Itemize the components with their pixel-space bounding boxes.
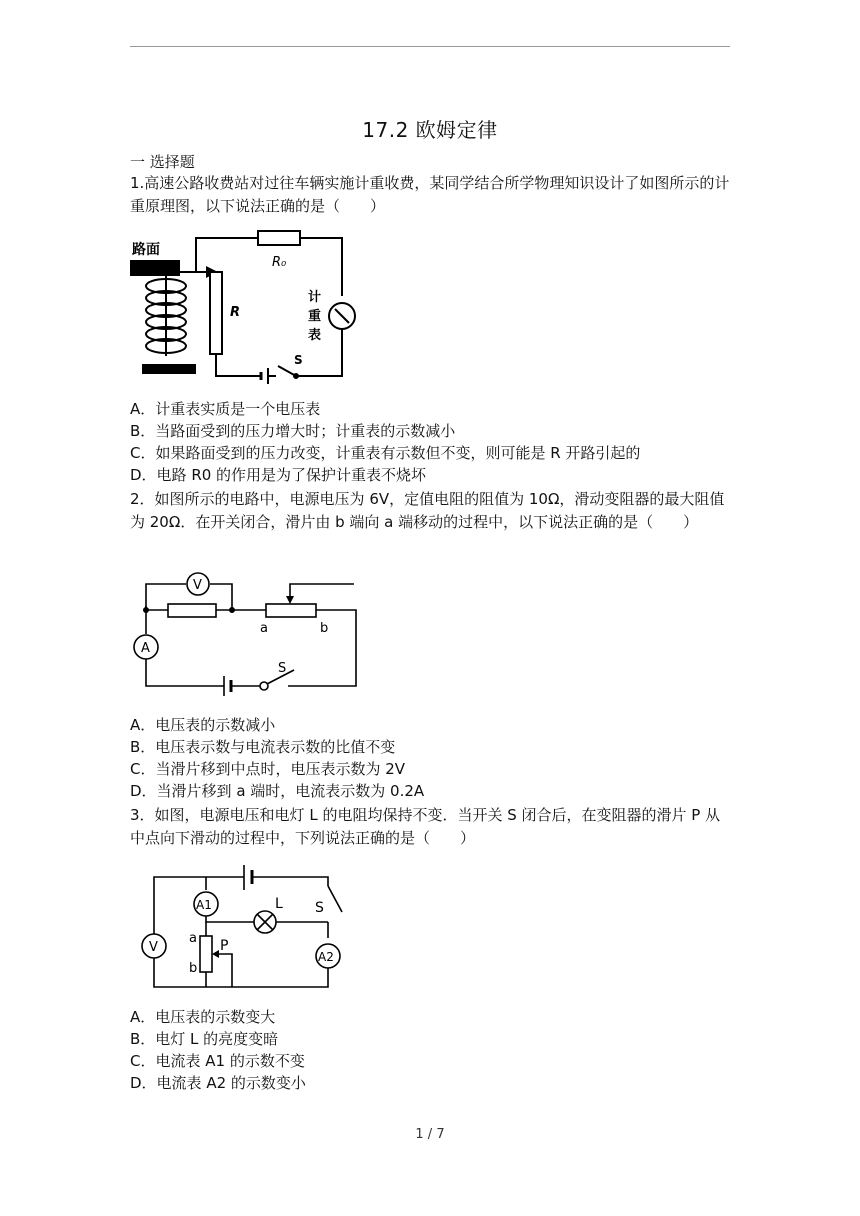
label-ammeter: A bbox=[141, 641, 150, 656]
question-3-circuit-figure bbox=[132, 860, 362, 994]
question-3-option-c: C．电流表 A1 的示数不变 bbox=[130, 1052, 305, 1070]
resistor-r0 bbox=[258, 231, 300, 245]
question-2-option-b: B．电压表示数与电流表示数的比值不变 bbox=[130, 738, 396, 756]
label-meter-3: 表 bbox=[308, 328, 322, 343]
question-3-option-d: D．电流表 A2 的示数变小 bbox=[130, 1074, 306, 1092]
question-1-option-a: A．计重表实质是一个电压表 bbox=[130, 400, 321, 418]
road-surface bbox=[130, 260, 180, 276]
fixed-resistor bbox=[168, 604, 216, 617]
label-end-a: a bbox=[260, 621, 268, 636]
question-1-option-b: B．当路面受到的压力增大时；计重表的示数减小 bbox=[130, 422, 456, 440]
label-voltmeter: V bbox=[149, 940, 158, 955]
slider-arrow bbox=[286, 596, 294, 604]
question-1-circuit-figure bbox=[128, 226, 358, 386]
question-2-stem: 2．如图所示的电路中，电源电压为 6V，定值电阻的阻值为 10Ω，滑动变阻器的最大阻值为 20Ω．在开关闭合，滑片由 b 端向 a 端移动的过程中，以下说法正确的是（ ） bbox=[130, 490, 725, 531]
label-road: 路面 bbox=[132, 242, 160, 258]
switch-s bbox=[278, 366, 296, 376]
label-a2: A2 bbox=[318, 950, 334, 964]
question-3-option-b: B．电灯 L 的亮度变暗 bbox=[130, 1030, 279, 1048]
page-number: 1 / 7 bbox=[415, 1127, 445, 1142]
spring bbox=[146, 276, 186, 356]
label-lamp: L bbox=[275, 896, 283, 912]
resistor-r bbox=[210, 272, 222, 354]
label-r0: R₀ bbox=[272, 255, 287, 270]
rheostat bbox=[266, 604, 316, 617]
label-meter-1: 计 bbox=[308, 290, 322, 305]
label-switch: S bbox=[294, 353, 303, 367]
label-switch: S bbox=[315, 900, 324, 916]
switch-s bbox=[328, 886, 342, 912]
header-rule bbox=[130, 46, 730, 47]
question-2-option-a: A．电压表的示数减小 bbox=[130, 716, 276, 734]
label-end-b: b bbox=[320, 621, 329, 636]
label-switch: S bbox=[278, 661, 287, 676]
page-title: 17.2 欧姆定律 bbox=[362, 118, 498, 142]
label-r: R bbox=[230, 305, 241, 320]
slider-arrow bbox=[212, 950, 219, 958]
ground-base bbox=[142, 364, 196, 374]
section-heading: 一 选择题 bbox=[130, 153, 195, 171]
label-end-a: a bbox=[189, 931, 197, 946]
rheostat bbox=[200, 936, 212, 972]
question-1-option-d: D．电路 R0 的作用是为了保护计重表不烧坏 bbox=[130, 466, 427, 484]
question-2-option-d: D．当滑片移到 a 端时，电流表示数为 0.2A bbox=[130, 782, 425, 800]
question-2-circuit-figure bbox=[128, 566, 368, 696]
label-voltmeter: V bbox=[193, 578, 202, 593]
label-slider-p: P bbox=[220, 938, 229, 954]
question-2-option-c: C．当滑片移到中点时，电压表示数为 2V bbox=[130, 760, 406, 778]
question-3-option-a: A．电压表的示数变大 bbox=[130, 1008, 276, 1026]
question-1-option-c: C．如果路面受到的压力改变，计重表有示数但不变，则可能是 R 开路引起的 bbox=[130, 444, 641, 462]
question-1-stem: 1.高速公路收费站对过往车辆实施计重收费，某同学结合所学物理知识设计了如图所示的计重原理图，以下说法正确的是（ ） bbox=[130, 174, 730, 215]
label-end-b: b bbox=[189, 961, 198, 976]
label-meter-2: 重 bbox=[308, 309, 322, 324]
question-3-stem: 3．如图，电源电压和电灯 L 的电阻均保持不变．当开关 S 闭合后，在变阻器的滑片 P 从中点向下滑动的过程中，下列说法正确的是（ ） bbox=[130, 806, 721, 847]
label-a1: A1 bbox=[196, 898, 212, 912]
